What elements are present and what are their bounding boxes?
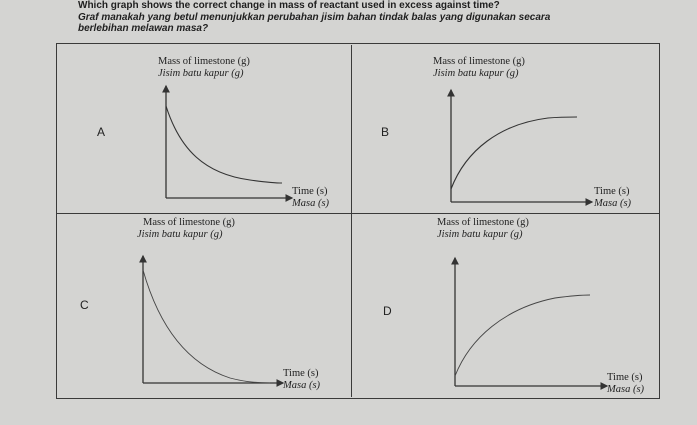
option-b-xlabel-en: Time (s) bbox=[594, 186, 630, 197]
option-c-ylabel-en: Mass of limestone (g) bbox=[143, 217, 235, 228]
question-english: Which graph shows the correct change in mass of reactant used in excess against time? bbox=[78, 0, 500, 11]
graph-b-curve bbox=[451, 117, 577, 189]
option-c-letter[interactable]: C bbox=[80, 298, 89, 312]
option-b-ylabel-ms: Jisim batu kapur (g) bbox=[433, 68, 519, 79]
graph-d bbox=[455, 258, 607, 386]
option-c-xlabel-ms: Masa (s) bbox=[283, 380, 321, 391]
option-c-ylabel-ms: Jisim batu kapur (g) bbox=[137, 229, 223, 240]
option-a-letter[interactable]: A bbox=[97, 125, 106, 139]
option-c-xlabel-en: Time (s) bbox=[283, 368, 319, 379]
option-b-xlabel-ms: Masa (s) bbox=[594, 198, 632, 209]
graph-a bbox=[166, 86, 292, 198]
option-d-ylabel-en: Mass of limestone (g) bbox=[437, 217, 529, 228]
option-b-letter[interactable]: B bbox=[381, 125, 390, 139]
option-a-xlabel-ms: Masa (s) bbox=[292, 198, 330, 209]
graph-b bbox=[451, 90, 592, 202]
option-b-ylabel-en: Mass of limestone (g) bbox=[433, 56, 525, 67]
option-d-letter[interactable]: D bbox=[383, 304, 392, 318]
option-a-ylabel-ms: Jisim batu kapur (g) bbox=[158, 68, 244, 79]
question-malay-line-1: Graf manakah yang betul menunjukkan perubahan jisim bahan tindak balas yang digunakan secara bbox=[78, 11, 551, 23]
option-d-ylabel-ms: Jisim batu kapur (g) bbox=[437, 229, 523, 240]
graph-c-curve bbox=[143, 270, 270, 383]
option-a-xlabel-en: Time (s) bbox=[292, 186, 328, 197]
question-malay-line-2: berlebihan melawan masa? bbox=[78, 23, 209, 34]
option-d-xlabel-en: Time (s) bbox=[607, 372, 643, 383]
graph-d-curve bbox=[455, 295, 590, 376]
graph-c bbox=[143, 256, 283, 383]
option-a-ylabel-en: Mass of limestone (g) bbox=[158, 56, 250, 67]
option-d-xlabel-ms: Masa (s) bbox=[607, 384, 645, 395]
graph-a-curve bbox=[166, 106, 282, 183]
